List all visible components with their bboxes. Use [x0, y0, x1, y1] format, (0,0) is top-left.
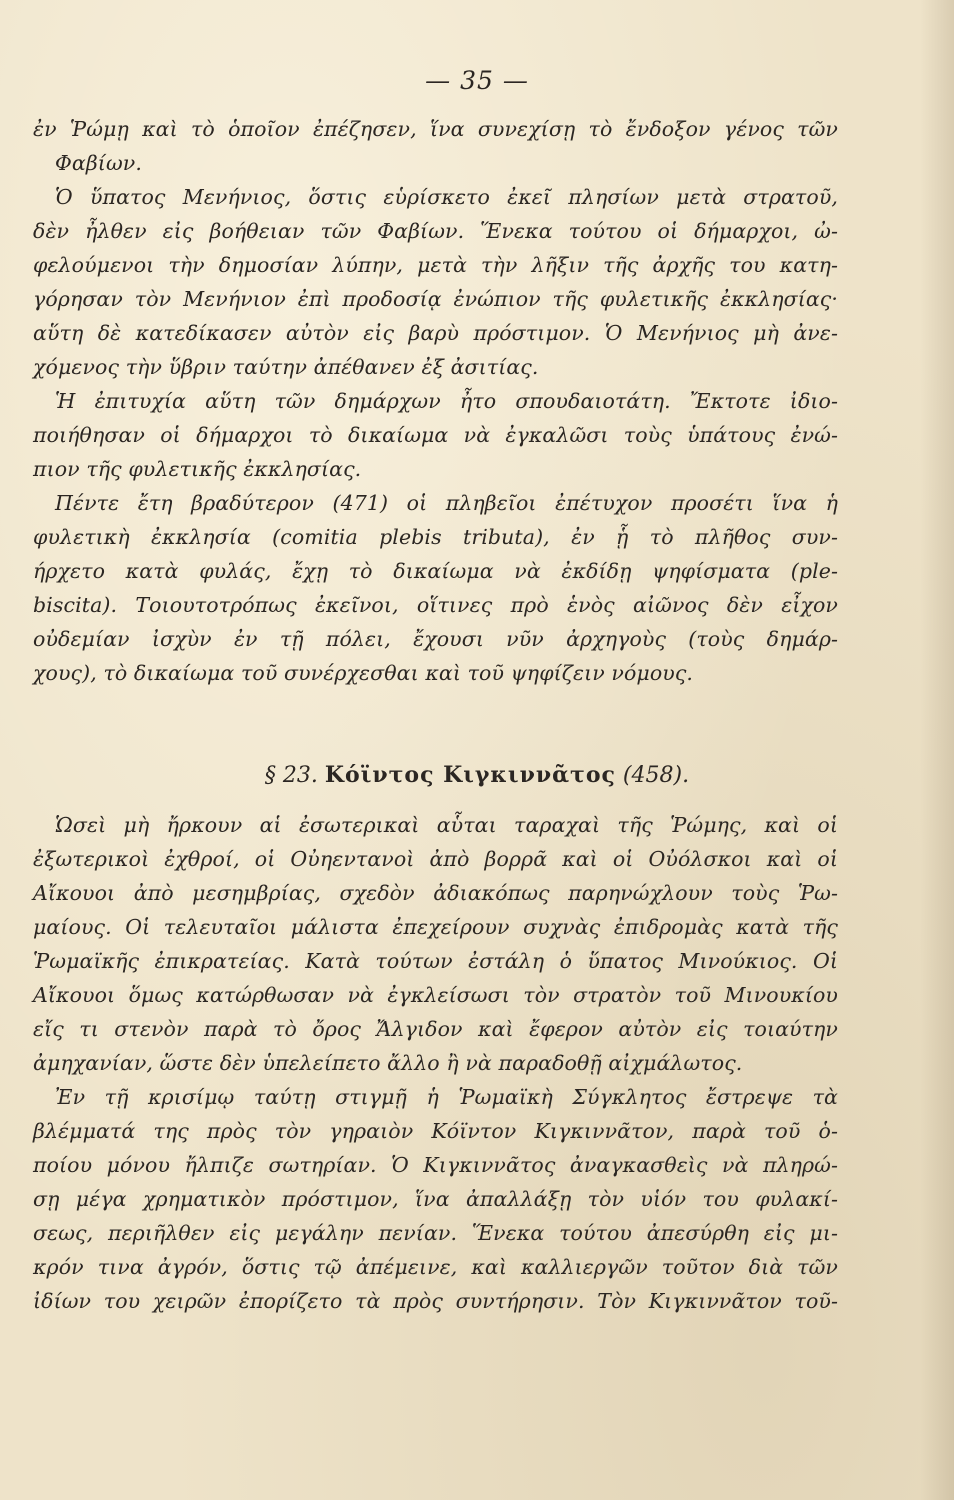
text-line: χόμενος τὴν ὕβριν ταύτην ἀπέθανεν ἐξ ἀσιτίας.	[33, 355, 539, 379]
text-line: οὐδεμίαν ἰσχὺν ἐν τῇ πόλει, ἔχουσι νῦν ἀρχηγοὺς (τοὺς δημάρ-	[33, 627, 838, 651]
text-line: Ὁ ὕπατος Μενήνιος, ὅστις εὑρίσκετο ἐκεῖ πλησίων μετὰ στρατοῦ,	[55, 185, 838, 209]
text-line: γόρησαν τὸν Μενήνιον ἐπὶ προδοσίᾳ ἐνώπιον τῆς φυλετικῆς ἐκκλησίας·	[33, 287, 838, 311]
text-line: σεως, περιῆλθεν εἰς μεγάλην πενίαν. Ἕνεκα τούτου ἀπεσύρθη εἰς μι-	[33, 1221, 838, 1245]
page-number: — 35 —	[425, 66, 529, 95]
text-line: φελούμενοι τὴν δημοσίαν λύπην, μετὰ τὴν λῆξιν τῆς ἀρχῆς του κατη-	[33, 253, 838, 277]
text-line: ποιήθησαν οἱ δήμαρχοι τὸ δικαίωμα νὰ ἐγκαλῶσι τοὺς ὑπάτους ἐνώ-	[33, 423, 838, 447]
text-line: εἴς τι στενὸν παρὰ τὸ ὄρος Ἄλγιδον καὶ ἔφερον αὐτὸν εἰς τοιαύτην	[33, 1017, 838, 1041]
text-line: Ῥωμαϊκῆς ἐπικρατείας. Κατὰ τούτων ἐστάλη ὁ ὕπατος Μινούκιος. Οἱ	[33, 949, 838, 973]
text-line: ἐξωτερικοὶ ἐχθροί, οἱ Οὐηεντανοὶ ἀπὸ βορρᾶ καὶ οἱ Οὐόλσκοι καὶ οἱ	[33, 847, 838, 871]
section-year: (458).	[622, 763, 690, 788]
text-line: ποίου μόνου ἤλπιζε σωτηρίαν. Ὁ Κιγκιννᾶτος ἀναγκασθεὶς νὰ πληρώ-	[33, 1153, 838, 1177]
text-line: φυλετικὴ ἐκκλησία (comitia plebis tributa), ἐν ᾗ τὸ πλῆθος συν-	[33, 525, 838, 549]
text-line: ήρχετο κατὰ φυλάς, ἔχῃ τὸ δικαίωμα νὰ ἐκδίδῃ ψηφίσματα (ple-	[33, 559, 838, 583]
text-line: αὕτη δὲ κατεδίκασεν αὐτὸν εἰς βαρὺ πρόστιμον. Ὁ Μενήνιος μὴ ἀνε-	[33, 321, 838, 345]
text-line: Πέντε ἔτη βραδύτερον (471) οἱ πληβεῖοι ἐπέτυχον προσέτι ἵνα ἡ	[55, 491, 838, 515]
text-line: πιον τῆς φυλετικῆς ἐκκλησίας.	[33, 457, 362, 481]
text-block-2	[33, 808, 838, 1318]
text-line: ἀμηχανίαν, ὥστε δὲν ὑπελείπετο ἄλλο ἢ νὰ παραδοθῇ αἰχμάλωτος.	[33, 1051, 743, 1075]
text-line: biscita). Τοιουτοτρόπως ἐκεῖνοι, οἵτινες πρὸ ἑνὸς αἰῶνος δὲν εἶχον	[33, 593, 838, 617]
text-line: Ἡ ἐπιτυχία αὕτη τῶν δημάρχων ἦτο σπουδαιοτάτη. Ἔκτοτε ἰδιο-	[55, 389, 838, 413]
text-line: δὲν ἦλθεν εἰς βοήθειαν τῶν Φαβίων. Ἕνεκα τούτου οἱ δήμαρχοι, ὠ-	[33, 219, 838, 243]
text-line: Ὡσεὶ μὴ ἤρκουν αἱ ἐσωτερικαὶ αὗται ταραχαὶ τῆς Ῥώμης, καὶ οἱ	[55, 813, 838, 837]
section-number: § 23.	[264, 763, 318, 788]
text-line: σῃ μέγα χρηματικὸν πρόστιμον, ἵνα ἀπαλλάξῃ τὸν υἱόν του φυλακί-	[33, 1187, 838, 1211]
text-line: κρόν τινα ἀγρόν, ὅστις τῷ ἀπέμεινε, καὶ καλλιεργῶν τοῦτον διὰ τῶν	[33, 1255, 838, 1279]
text-line: μαίους. Οἱ τελευταῖοι μάλιστα ἐπεχείρουν συχνὰς ἐπιδρομὰς κατὰ τῆς	[33, 915, 838, 939]
text-line: ἰδίων του χειρῶν ἐπορίζετο τὰ πρὸς συντήρησιν. Τὸν Κιγκιννᾶτον τοῦ-	[33, 1289, 838, 1313]
section-heading	[0, 758, 954, 793]
text-line: Αἴκουοι ὅμως κατώρθωσαν νὰ ἐγκλείσωσι τὸν στρατὸν τοῦ Μινουκίου	[33, 983, 838, 1007]
page-edge-shadow	[920, 0, 954, 1500]
section-title: Κόϊντος Κιγκιννᾶτος	[324, 762, 616, 788]
text-line: Φαβίων.	[55, 151, 142, 175]
text-line: βλέμματά της πρὸς τὸν γηραιὸν Κόϊντον Κιγκιννᾶτον, παρὰ τοῦ ὁ-	[33, 1119, 838, 1143]
text-line: χους), τὸ δικαίωμα τοῦ συνέρχεσθαι καὶ τοῦ ψηφίζειν νόμους.	[33, 661, 694, 685]
text-block-1	[33, 112, 838, 690]
text-line: ἐν Ῥώμῃ καὶ τὸ ὁποῖον ἐπέζησεν, ἵνα συνεχίσῃ τὸ ἔνδοξον γένος τῶν	[33, 117, 838, 141]
text-line: Αἴκουοι ἀπὸ μεσημβρίας, σχεδὸν ἀδιακόπως παρηνώχλουν τοὺς Ῥω-	[33, 881, 838, 905]
text-line: Ἐν τῇ κρισίμῳ ταύτῃ στιγμῇ ἡ Ῥωμαϊκὴ Σύγκλητος ἔστρεψε τὰ	[55, 1085, 838, 1109]
